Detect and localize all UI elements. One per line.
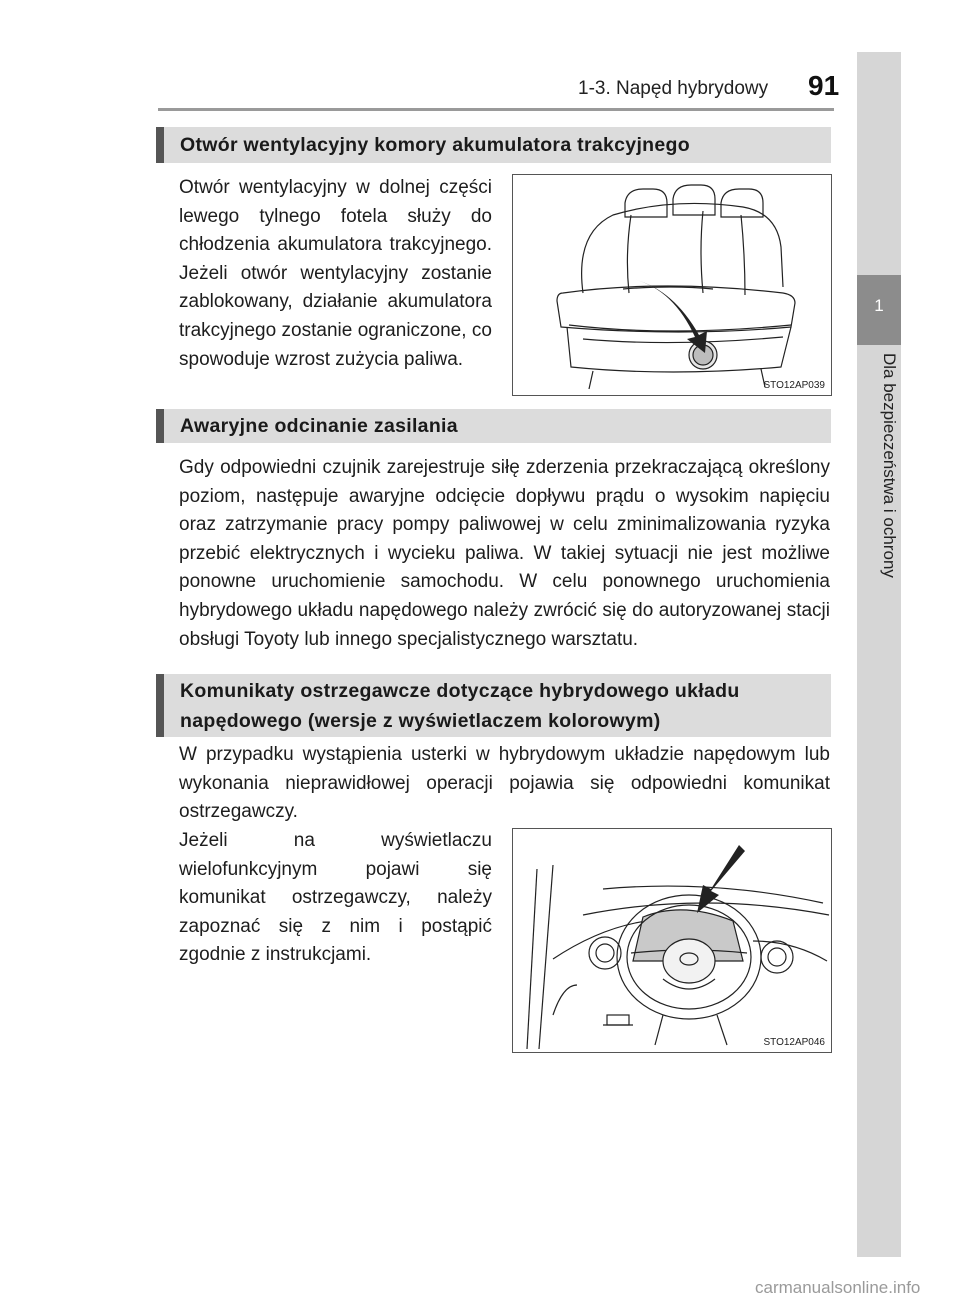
section-heading-text <box>180 676 740 736</box>
running-header-section: 1-3. Napęd hybrydowy <box>578 78 769 99</box>
paragraph-warnings-intro: W przypadku wystąpienia usterki w hybrydowym układzie napędowym lub wykonania nieprawidłowej operacji pojawia się odpowiedni komunikat ostrzegawczy. <box>179 744 830 823</box>
paragraph-vent: Otwór wentylacyjny w dolnej części lewego tylnego fotela służy do chłodzenia akumulatora trakcyjnego. Jeżeli otwór wentylacyjny zostanie zablokowany, działanie akumulatora trakcyjnego zostanie ograniczone, co spowoduje wzrost zużycia paliwa. <box>179 177 492 370</box>
section-heading-line: napędowego (wersje z wyświetlaczem kolorowym) <box>180 709 661 732</box>
section-heading-warnings <box>156 674 831 737</box>
chapter-tab-strip <box>857 52 901 1257</box>
section-heading-line: Komunikaty ostrzegawcze dotyczące hybrydowego układu <box>180 679 740 702</box>
figure-code: STO12AP039 <box>763 380 825 391</box>
figure-dashboard <box>512 828 832 1053</box>
chapter-title: Dla bezpieczeństwa i ochrony <box>880 353 899 578</box>
section-heading-vent <box>156 127 831 163</box>
chapter-number: 1 <box>874 296 884 315</box>
paragraph-emergency: Gdy odpowiedni czujnik zarejestruje siłę zderzenia przekraczającą określony poziom, następuje awaryjne odcięcie dopływu prądu o wysokim napięciu oraz zatrzymanie pracy pompy paliwowej w celu zminimalizowania ryzyka przebić elektrycznych i wycieku paliwa. W takiej sytuacji nie jest możliwe ponowne uruchomienie samochodu. W celu ponownego uruchomienia hybrydowego układu napędowego należy zwrócić się do autoryzowanej stacji obsługi Toyoty lub innego specjalistycznego warsztatu. <box>179 457 830 650</box>
rear-seat-illustration <box>513 175 831 395</box>
section-heading-text: Awaryjne odcinanie zasilania <box>180 415 458 437</box>
header-rule <box>158 108 834 111</box>
section-heading-text: Otwór wentylacyjny komory akumulatora trakcyjnego <box>180 134 690 156</box>
figure-rear-seat <box>512 174 832 396</box>
paragraph-warnings-action: Jeżeli na wyświetlaczu wielofunkcyjnym pojawi się komunikat ostrzegawczy, należy zapoznać się z nim i postąpić zgodnie z instrukcjami. <box>179 830 492 966</box>
watermark: carmanualsonline.info <box>755 1278 921 1297</box>
figure-code: STO12AP046 <box>763 1037 825 1048</box>
dashboard-illustration <box>513 829 831 1052</box>
section-heading-emergency <box>156 409 831 443</box>
page-number: 91 <box>808 70 840 101</box>
